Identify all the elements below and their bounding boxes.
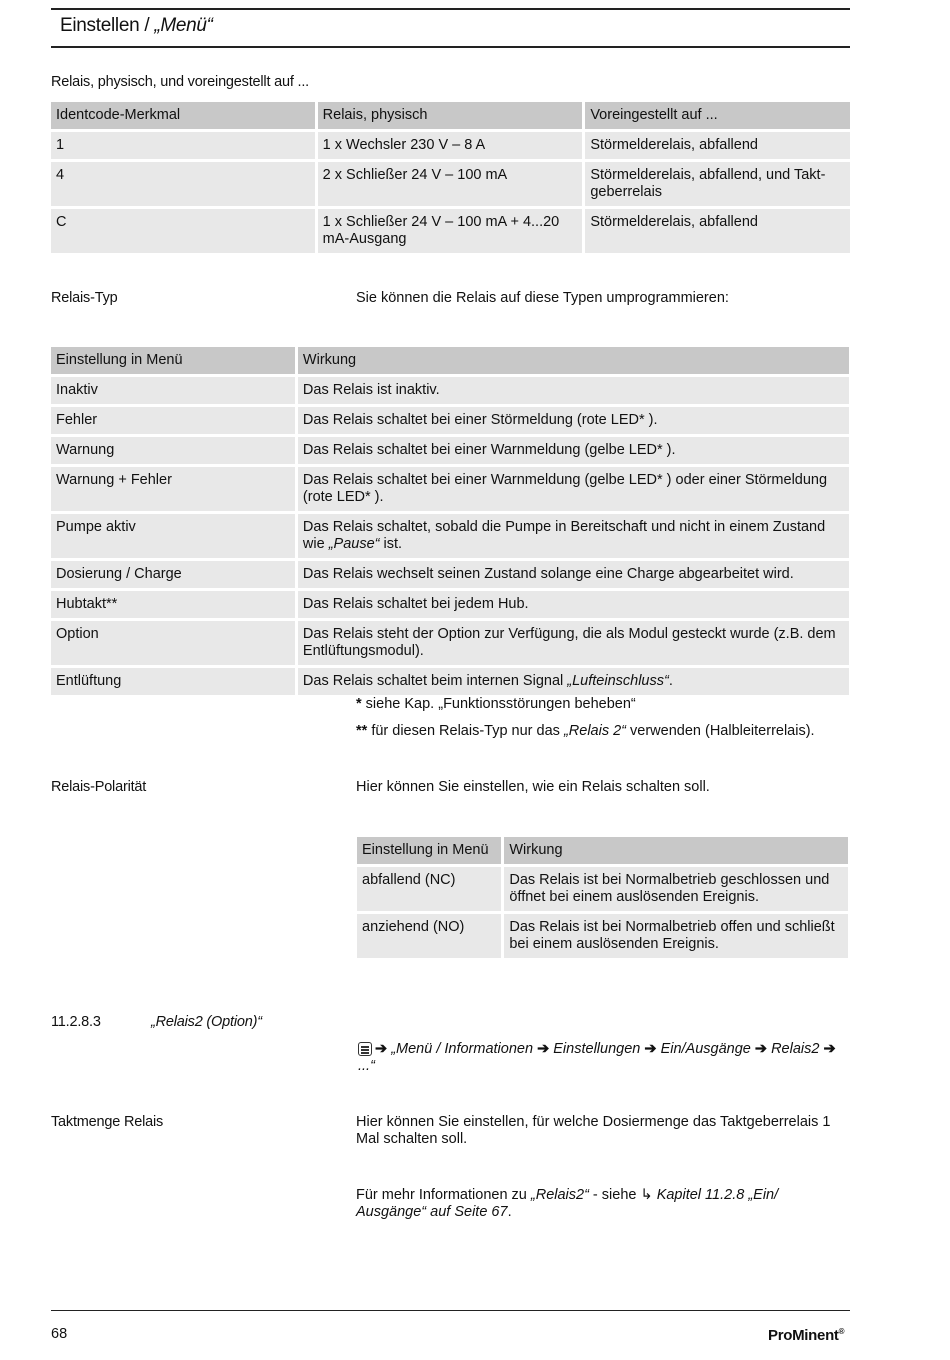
- table-row: [51, 407, 849, 434]
- table-cell: Das Relais steht der Option zur Verfügung, die als Modul gesteckt wurde (z.B. dem Entlüftungsmodul).: [298, 621, 849, 665]
- table-cell: Das Relais schaltet beim internen Signal „Lufteinschluss“.: [298, 668, 849, 695]
- table-cell: Fehler: [51, 407, 295, 434]
- table-cell: Das Relais wechselt seinen Zustand solange eine Charge abgearbeitet wird.: [298, 561, 849, 588]
- footer-rule: [51, 1310, 850, 1311]
- footnote-1: * siehe Kap. „Funktionsstörungen beheben“: [356, 696, 636, 712]
- column-header: Einstellung in Menü: [51, 347, 295, 374]
- table-cell: Das Relais schaltet, sobald die Pumpe in Bereitschaft und nicht in einem Zustand wie „Pause“ ist.: [298, 514, 849, 558]
- arrow-right-icon: ➔: [754, 1041, 768, 1057]
- header-top-rule: [51, 8, 850, 10]
- table-cell: Warnung + Fehler: [51, 467, 295, 511]
- table-cell: Dosierung / Charge: [51, 561, 295, 588]
- table-row: [51, 591, 849, 618]
- prominent-logo: ProMinent®: [768, 1327, 845, 1344]
- table-row: [357, 867, 848, 911]
- table-cell: 2 x Schließer 24 V – 100 mA: [318, 162, 583, 206]
- table-cell: abfallend (NC): [357, 867, 501, 911]
- table-row: [51, 561, 849, 588]
- column-header: Wirkung: [298, 347, 849, 374]
- relais-typ-label: Relais-Typ: [51, 290, 118, 306]
- table-cell: Hubtakt**: [51, 591, 295, 618]
- column-header: Voreingestellt auf ...: [585, 102, 850, 129]
- table-row: [51, 377, 849, 404]
- table-cell: 1 x Wechsler 230 V – 8 A: [318, 132, 583, 159]
- section-title: „Relais2 (Option)“: [151, 1014, 262, 1030]
- arrow-right-icon: ➔: [823, 1041, 836, 1057]
- arrow-right-icon: ➔: [375, 1041, 388, 1057]
- table-cell: Störmelderelais, abfallend, und Taktgeberrelais: [585, 162, 850, 206]
- column-header: Wirkung: [504, 837, 848, 864]
- relais-physisch-table: [48, 99, 853, 256]
- table-row: [51, 514, 849, 558]
- column-header: Relais, physisch: [318, 102, 583, 129]
- table-cell: Das Relais ist inaktiv.: [298, 377, 849, 404]
- table-cell: Warnung: [51, 437, 295, 464]
- menu-path: ➔ „Menü / Informationen ➔ Einstellungen ➔ Ein/Ausgänge ➔ Relais2 ➔ ...“: [358, 1041, 836, 1074]
- table-cell: Das Relais schaltet bei einer Warnmeldung (gelbe LED* ) oder einer Störmeldung (rote LED* ).: [298, 467, 849, 511]
- table-row: [51, 209, 850, 253]
- cross-reference-icon: ↳: [640, 1187, 653, 1203]
- header-bottom-rule: [51, 46, 850, 48]
- relais-polaritaet-label: Relais-Polarität: [51, 779, 147, 795]
- table-row: [51, 467, 849, 511]
- column-header: Identcode-Merkmal: [51, 102, 315, 129]
- table-row: [51, 437, 849, 464]
- table-cell: Das Relais schaltet bei einer Warnmeldung (gelbe LED* ).: [298, 437, 849, 464]
- table-cell: Das Relais schaltet bei einer Störmeldung (rote LED* ).: [298, 407, 849, 434]
- table-header-row: [51, 102, 850, 129]
- relais-typ-table: [48, 344, 852, 698]
- section-number: 11.2.8.3: [51, 1014, 101, 1030]
- relais-typ-intro: Sie können die Relais auf diese Typen umprogrammieren:: [356, 290, 729, 306]
- footnote-2: ** für diesen Relais-Typ nur das „Relais 2“ verwenden (Halbleiterrelais).: [356, 723, 815, 739]
- table-cell: Pumpe aktiv: [51, 514, 295, 558]
- table-cell: Entlüftung: [51, 668, 295, 695]
- table-cell: 4: [51, 162, 315, 206]
- taktmenge-label: Taktmenge Relais: [51, 1114, 164, 1130]
- table-cell: 1: [51, 132, 315, 159]
- table-cell: Das Relais ist bei Normalbetrieb geschlossen und öffnet bei einem auslösenden Ereignis.: [504, 867, 848, 911]
- table-cell: anziehend (NO): [357, 914, 501, 958]
- table-row: [51, 132, 850, 159]
- relais-polaritaet-intro: Hier können Sie einstellen, wie ein Relais schalten soll.: [356, 779, 710, 795]
- table-cell: Störmelderelais, abfallend: [585, 209, 850, 253]
- table-cell: Das Relais schaltet bei jedem Hub.: [298, 591, 849, 618]
- table-header-row: [357, 837, 848, 864]
- taktmenge-more-info: Für mehr Informationen zu „Relais2“ - siehe ↳ Kapitel 11.2.8 „Ein/ Ausgänge“ auf Seite 67.: [356, 1187, 779, 1220]
- table-cell: Inaktiv: [51, 377, 295, 404]
- arrow-right-icon: ➔: [537, 1041, 550, 1057]
- table-row: [357, 914, 848, 958]
- page-title: Einstellen / „Menü“: [60, 15, 213, 36]
- taktmenge-text: Hier können Sie einstellen, für welche Dosiermenge das Taktgeberrelais 1 Mal schalten soll.: [356, 1114, 831, 1147]
- table-cell: Störmelderelais, abfallend: [585, 132, 850, 159]
- table-row: [51, 668, 849, 695]
- table-row: [51, 621, 849, 665]
- column-header: Einstellung in Menü: [357, 837, 501, 864]
- relais-physisch-heading: Relais, physisch, und voreingestellt auf ...: [51, 74, 309, 90]
- page-number: 68: [51, 1326, 68, 1342]
- chapter-link[interactable]: Kapitel 11.2.8 „Ein/ Ausgänge“ auf Seite 67: [356, 1187, 779, 1220]
- table-header-row: [51, 347, 849, 374]
- table-row: [51, 162, 850, 206]
- arrow-right-icon: ➔: [644, 1041, 657, 1057]
- table-cell: C: [51, 209, 315, 253]
- table-cell: 1 x Schließer 24 V – 100 mA + 4...20 mA-Ausgang: [318, 209, 583, 253]
- relais-polaritaet-table: [354, 834, 851, 961]
- table-cell: Option: [51, 621, 295, 665]
- menu-icon: [358, 1042, 372, 1056]
- table-cell: Das Relais ist bei Normalbetrieb offen und schließt bei einem auslösenden Ereignis.: [504, 914, 848, 958]
